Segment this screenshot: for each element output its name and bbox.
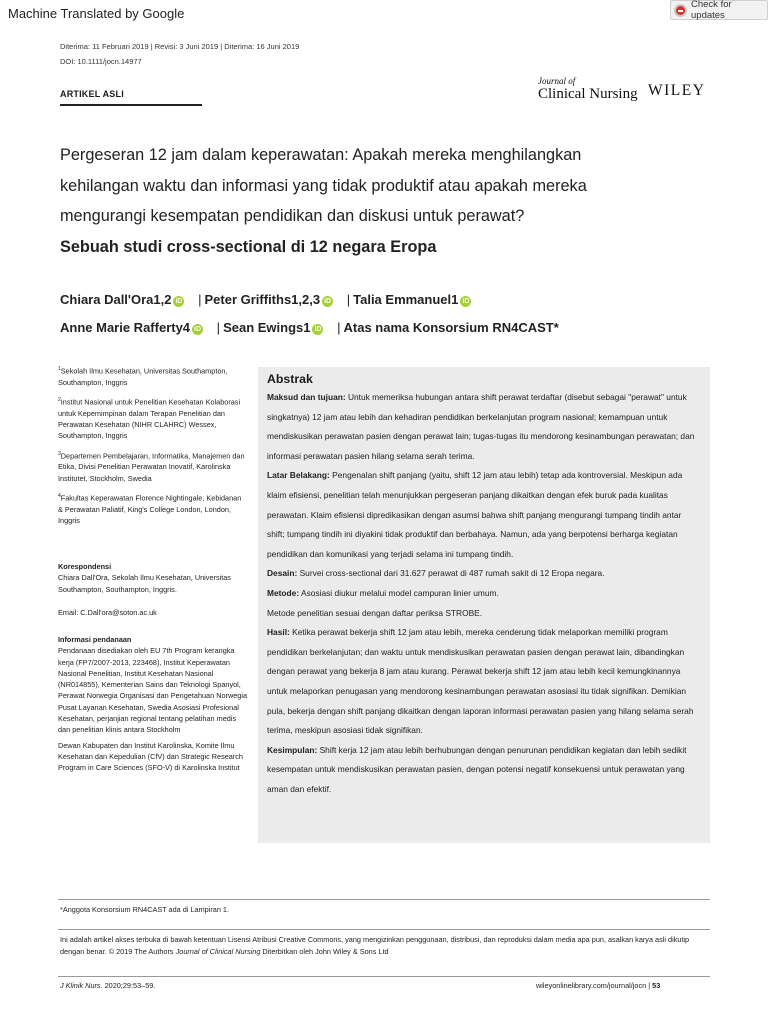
author-line-1 bbox=[60, 286, 740, 314]
affiliation-text: Institut Nasional untuk Penelitian Kesehatan Kolaborasi untuk Kepemimpinan dalam Terapan Penelitian dan Perawatan Kesehatan (NIHR CLAHRC) Wessex, Southampton, Inggris bbox=[58, 397, 241, 441]
article-type-rule bbox=[60, 104, 202, 106]
abstract-conclusion bbox=[267, 741, 701, 800]
check-for-updates-button[interactable] bbox=[670, 0, 768, 20]
abstract-text: Asosiasi diukur melalui model campuran linier umum. bbox=[300, 587, 499, 598]
abstract-methods-2: Metode penelitian sesuai dengan daftar periksa STROBE. bbox=[267, 607, 483, 618]
funding-info bbox=[58, 634, 248, 781]
affiliation-marker: 4 bbox=[58, 492, 61, 499]
funding-text-2: Dewan Kabupaten dan Institut Karolinska, Komite Ilmu Kesehatan dan Kepedulian (CfV) dan Strategic Research Program in Care Sciences (SFO-V) di Karolinska Institut bbox=[58, 740, 243, 773]
author-line-2 bbox=[60, 314, 740, 342]
check-updates-icon bbox=[674, 4, 687, 17]
abstract-aims bbox=[267, 388, 701, 466]
footer-right bbox=[536, 980, 660, 992]
affiliation-text: Departemen Pembelajaran, Informatika, Manajemen dan Etika, Divisi Penelitian Perawatan Inovatif, Karolinska Institutet, Stockholm, Swedia bbox=[58, 451, 245, 483]
abstract-methods bbox=[267, 584, 701, 604]
article-title bbox=[60, 140, 730, 262]
affiliation-item bbox=[58, 364, 248, 388]
author-separator: | bbox=[337, 320, 341, 335]
footer-citation-journal: J Klinik Nurs. bbox=[60, 981, 103, 990]
abstract-results bbox=[267, 623, 701, 741]
correspondence bbox=[58, 561, 248, 625]
affiliation-item bbox=[58, 491, 248, 526]
article-type: ARTIKEL ASLI bbox=[60, 89, 124, 99]
license-rule bbox=[58, 929, 710, 930]
abstract-label: Latar Belakang: bbox=[267, 470, 330, 481]
footer-rule bbox=[58, 976, 710, 977]
abstract-text: Shift kerja 12 jam atau lebih berhubungan dengan penurunan pendidikan kegiatan dan lebih sedikit kesempatan untuk mendiskusikan perawatan pasien, dengan potensi negatif konsekuensi untuk perawatan yang aman dan efektif. bbox=[267, 744, 687, 794]
author-name: Anne Marie Rafferty4 bbox=[60, 320, 191, 335]
author-name: Chiara Dall'Ora1,2 bbox=[60, 292, 172, 307]
page-number: 53 bbox=[652, 981, 661, 990]
affiliation-text: Sekolah Ilmu Kesehatan, Universitas Southampton, Southampton, Inggris bbox=[58, 366, 228, 387]
abstract-text: Pengenalan shift panjang (yaitu, shift 12 jam atau lebih) tetap ada kontroversial. Meskipun ada klaim efisiensi, penelitian telah menunjukkan pergeseran panjang dikaitkan dengan efek buruk pada kualitas perawatan. Klaim efisiensi dipredikasikan dengan asumsi bahwa shift panjang mengurangi tumpang tindih antar shift; tumpang tindih ini diyakini tidak produktif dan berbahaya. Namun, ada yang berpotensi berharga kegiatan pendidikan dan komunikasi yang terjadi selama ini tumpang tindih. bbox=[267, 470, 683, 559]
author-list bbox=[60, 286, 740, 342]
abstract-body bbox=[267, 388, 701, 799]
correspondence-email[interactable]: Email: C.Dall'ora@soton.ac.uk bbox=[58, 607, 157, 617]
machine-translated-banner: Machine Translated by Google bbox=[8, 6, 185, 21]
title-subtitle: Sebuah studi cross-sectional di 12 negara Eropa bbox=[60, 237, 437, 256]
license-publisher: Diterbitkan oleh John Wiley & Sons Ltd bbox=[262, 947, 389, 956]
doi[interactable]: DOI: 10.1111/jocn.14977 bbox=[60, 57, 142, 66]
author-name: Peter Griffiths1,2,3 bbox=[204, 292, 321, 307]
abstract-label: Kesimpulan: bbox=[267, 744, 318, 755]
orcid-icon[interactable]: iD bbox=[314, 326, 322, 333]
abstract-background bbox=[267, 466, 701, 564]
consortium-footnote: *Anggota Konsorsium RN4CAST ada di Lampiran 1. bbox=[60, 905, 230, 914]
abstract-text: Untuk memeriksa hubungan antara shift perawat terdaftar (disebut sebagai "perawat" untuk singkatnya) 12 jam atau lebih dan kehadiran pendidikan berkelanjutan program nasional; kemampuan untuk mendiskusikan perawatan pasien dengan perawat lain; tugas-tugas itu mendorong kesinambungan perawatan; dan informasi perawatan pasien hilang selama serah terima. bbox=[267, 392, 695, 461]
abstract-box bbox=[258, 367, 710, 843]
orcid-icon[interactable]: iD bbox=[462, 298, 470, 305]
correspondence-heading: Korespondensi bbox=[58, 562, 112, 571]
license-journal: Journal of Clinical Nursing bbox=[175, 947, 261, 956]
abstract-label: Maksud dan tujuan: bbox=[267, 392, 346, 402]
affiliation-marker: 3 bbox=[58, 450, 61, 457]
abstract-label: Metode: bbox=[267, 587, 300, 598]
author-separator: | bbox=[346, 292, 351, 307]
received-dates: Diterima: 11 Februari 2019 | Revisi: 3 Juni 2019 | Diterima: 16 Juni 2019 bbox=[60, 42, 300, 51]
orcid-icon[interactable]: iD bbox=[194, 326, 202, 333]
check-updates-label: Check for updates bbox=[691, 0, 732, 21]
footer-separator: | bbox=[648, 981, 651, 990]
journal-logo bbox=[538, 76, 638, 102]
author-separator: | bbox=[216, 320, 221, 335]
affiliation-item bbox=[58, 395, 248, 442]
funding-text: Pendanaan disediakan oleh EU 7th Program kerangka kerja (FP7/2007-2013, 223468), Institut Keperawatan Nasional Penelitian, Institut Kesehatan Nasional (NR014855), Kementerian Sains dan Teknologi Spanyol, Perawat Norwegia Organisasi dan Pengetahuan Norwegia Pusat Layanan Kesehatan, Swedia Asosiasi Profesional Kesehatan, perjanjian regional tentang pelatihan medis dan penelitian klinis antara Stockholm bbox=[58, 646, 248, 735]
abstract-heading: Abstrak bbox=[267, 372, 313, 386]
title-line-1: Pergeseran 12 jam dalam keperawatan: Apakah mereka menghilangkan bbox=[60, 146, 582, 164]
license-note bbox=[60, 934, 710, 958]
abstract-text: Ketika perawat bekerja shift 12 jam atau lebih, mereka cenderung tidak melaporkan memiliki program pendidikan berkelanjutan; dan waktu untuk mendiskusikan perawatan pasien dengan perawat lain, dibandingkan dengan perawat yang bekerja 8 jam atau kurang. Perawat bekerja shift 12 jam atau lebih kecil kemungkinannya untuk melaporkan penugasan yang mendorong kesinambungan perawatan asosiasi itu tidak signifikan. Demikian pula, bekerja dengan shift panjang dikaitkan dengan laporan informasi perawatan pasien yang hilang selama serah terima, meskipun asosiasi tidak signifikan. bbox=[267, 627, 694, 736]
journal-logo-line1: Journal of bbox=[538, 76, 576, 86]
footnote-rule bbox=[58, 899, 710, 900]
abstract-label: Desain: bbox=[267, 568, 298, 579]
footer-citation bbox=[60, 980, 155, 992]
footer-url[interactable]: wileyonlinelibrary.com/journal/jocn bbox=[536, 981, 647, 990]
affiliation-marker: 1 bbox=[58, 366, 61, 372]
affiliations bbox=[58, 364, 248, 533]
journal-logo-line2: Clinical Nursing bbox=[538, 86, 638, 102]
funding-heading: Informasi pendanaan bbox=[58, 635, 132, 644]
author-name: Sean Ewings1 bbox=[223, 320, 311, 335]
author-name: Atas nama Konsorsium RN4CAST* bbox=[343, 320, 559, 335]
affiliation-text: Fakultas Keperawatan Florence Nightingale, Kebidanan & Perawatan Paliatif, King's College London, London, Inggris bbox=[58, 493, 242, 525]
title-line-3: mengurangi kesempatan pendidikan dan diskusi untuk perawat? bbox=[60, 207, 525, 225]
abstract-design bbox=[267, 564, 701, 584]
correspondence-text: Chiara Dall'Ora, Sekolah Ilmu Kesehatan, Universitas Southampton, Southampton, Inggris. bbox=[58, 573, 231, 594]
author-name: Talia Emmanuel1 bbox=[353, 292, 459, 307]
abstract-label: Hasil: bbox=[267, 627, 290, 638]
publisher-logo: WILEY bbox=[648, 82, 706, 99]
orcid-icon[interactable]: iD bbox=[175, 298, 183, 305]
title-line-2: kehilangan waktu dan informasi yang tidak produktif atau apakah mereka bbox=[60, 176, 587, 195]
affiliation-item bbox=[58, 449, 248, 484]
orcid-icon[interactable]: iD bbox=[324, 298, 332, 305]
footer-citation-rest: 2020;29:53–59. bbox=[104, 981, 156, 990]
author-separator: | bbox=[198, 292, 202, 307]
abstract-text: Survei cross-sectional dari 31.627 perawat di 487 rumah sakit di 12 Eropa negara. bbox=[299, 568, 605, 579]
affiliation-marker: 2 bbox=[58, 397, 61, 404]
license-text: Ini adalah artikel akses terbuka di bawah ketentuan Lisensi Atribusi Creative Commons, yang mengizinkan penggunaan, distribusi, dan reproduksi dalam media apa pun, asalkan karya asli dikutip dengan benar. © 2019 The Authors bbox=[60, 935, 690, 956]
